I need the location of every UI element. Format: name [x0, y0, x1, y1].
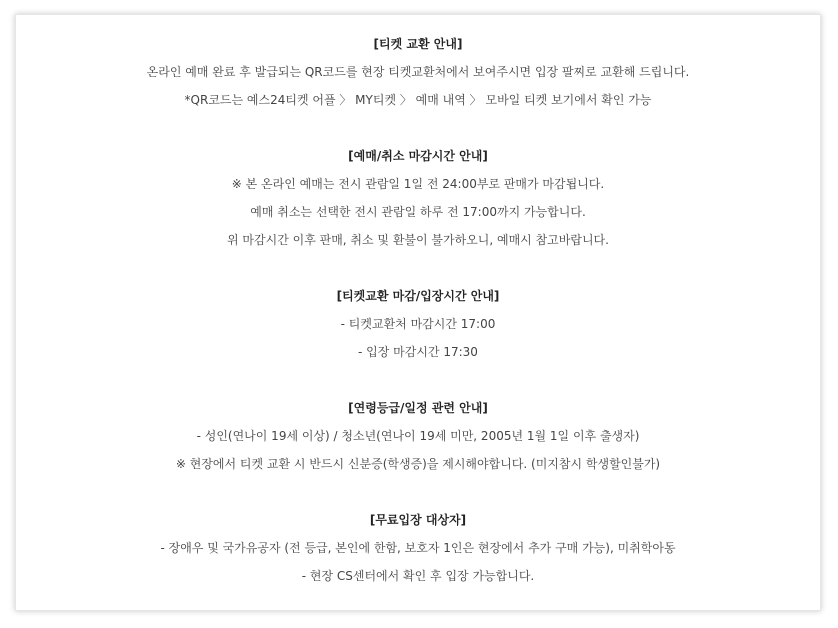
- section-line: - 티켓교환처 마감시간 17:00: [340, 317, 496, 331]
- section-line: - 현장 CS센터에서 확인 후 입장 가능합니다.: [301, 569, 535, 583]
- section-title: [티켓교환 마감/입장시간 안내]: [336, 289, 500, 303]
- section-exchange-entry-time: [16, 282, 820, 366]
- section-age-rating: [16, 394, 820, 478]
- section-line: - 입장 마감시간 17:30: [358, 345, 478, 359]
- section-line: 온라인 예매 완료 후 발급되는 QR코드를 현장 티켓교환처에서 보여주시면 입장 팔찌로 교환해 드립니다.: [146, 65, 690, 79]
- section-line: *QR코드는 예스24티켓 어플 〉 MY티켓 〉 예매 내역 〉 모바일 티켓 보기에서 확인 가능: [184, 93, 652, 107]
- section-line: 위 마감시간 이후 판매, 취소 및 환불이 불가하오니, 예매시 참고바랍니다.: [227, 233, 609, 247]
- section-title: [무료입장 대상자]: [369, 513, 467, 527]
- section-free-admission: [16, 506, 820, 590]
- notice-card: [15, 14, 821, 611]
- section-title: [예매/취소 마감시간 안내]: [348, 149, 488, 163]
- section-line: ※ 본 온라인 예매는 전시 관람일 1일 전 24:00부로 판매가 마감됩니다.: [231, 177, 605, 191]
- section-title: [티켓 교환 안내]: [373, 37, 463, 51]
- section-ticket-exchange: [16, 30, 820, 114]
- section-line: - 장애우 및 국가유공자 (전 등급, 본인에 한함, 보호자 1인은 현장에서 추가 구매 가능), 미취학아동: [160, 541, 676, 555]
- notice-content: [16, 30, 820, 590]
- section-line: ※ 현장에서 티켓 교환 시 반드시 신분증(학생증)을 제시해야합니다. (미지참시 학생할인불가): [175, 457, 661, 471]
- section-title: [연령등급/일정 관련 안내]: [348, 401, 488, 415]
- section-line: - 성인(연나이 19세 이상) / 청소년(연나이 19세 미만, 2005년 1월 1일 이후 출생자): [196, 429, 640, 443]
- section-line: 예매 취소는 선택한 전시 관람일 하루 전 17:00까지 가능합니다.: [250, 205, 586, 219]
- section-booking-cancel-deadline: [16, 142, 820, 254]
